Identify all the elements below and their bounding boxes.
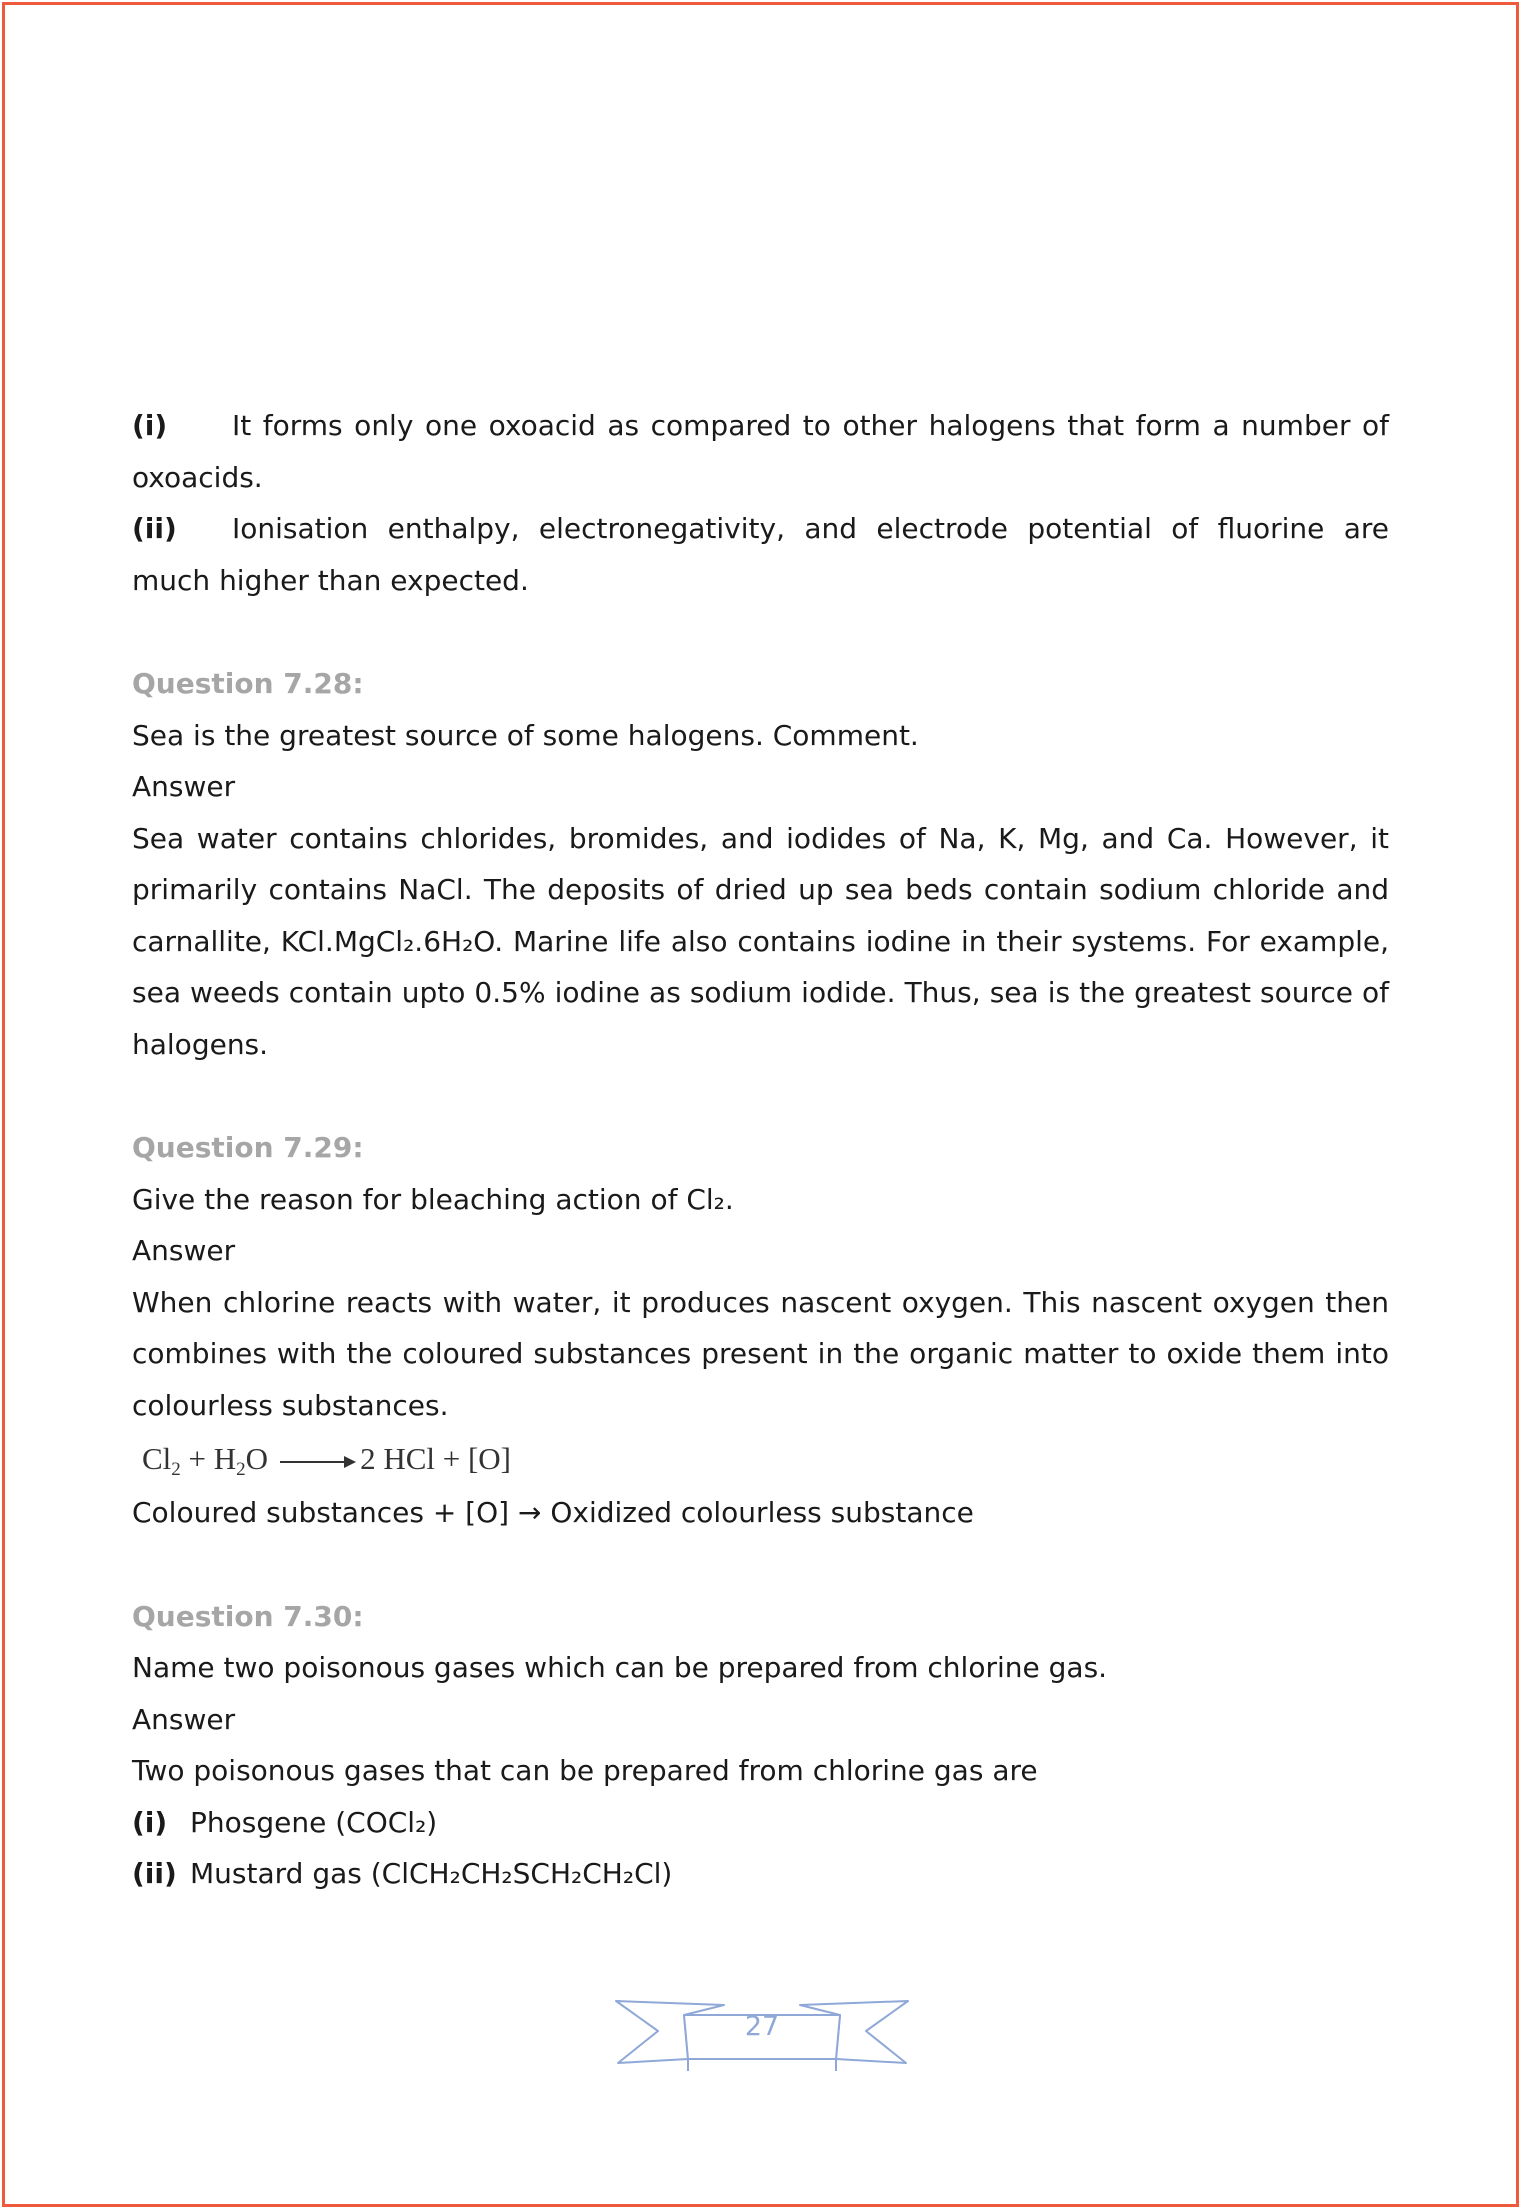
question-7-28-text: Sea is the greatest source of some halogens. Comment.: [132, 718, 919, 752]
page-content: [132, 400, 1389, 1900]
intro-item-1-number: (i): [132, 409, 168, 442]
spacer: [132, 1539, 1389, 1591]
answer-item-2: [132, 1848, 1389, 1900]
equation-reactant-2-subscript: 2: [236, 1459, 246, 1480]
equation-reactant-2: H: [213, 1441, 237, 1476]
question-7-30-answer-label: Answer: [132, 1702, 236, 1736]
intro-item-2-number: (ii): [132, 512, 177, 545]
question-7-30-heading: Question 7.30:: [132, 1599, 364, 1633]
chemical-equation: [132, 1431, 1389, 1487]
question-7-29-text: Give the reason for bleaching action of Cl₂.: [132, 1182, 734, 1216]
question-7-28-answer-label: Answer: [132, 770, 236, 803]
question-7-30-answer: Two poisonous gases that can be prepared from chlorine gas are: [132, 1754, 1038, 1787]
equation-reactant-1: Cl: [142, 1441, 172, 1476]
reaction-text: Coloured substances + [O] → Oxidized colourless substance: [132, 1496, 974, 1529]
equation-plus: +: [188, 1441, 207, 1476]
intro-item-2: [132, 503, 1389, 606]
question-7-29-answer: When chlorine reacts with water, it produces nascent oxygen. This nascent oxygen then combines with the coloured substances present in the organic matter to oxide them into colourless substances.: [132, 1285, 1389, 1422]
equation-products: 2 HCl + [O]: [360, 1441, 512, 1476]
spacer: [132, 606, 1389, 658]
answer-item-1-number: (i): [132, 1805, 168, 1839]
answer-item-2-text: Mustard gas (ClCH₂CH₂SCH₂CH₂Cl): [190, 1857, 673, 1890]
question-7-29-answer-label: Answer: [132, 1234, 236, 1267]
question-7-30-text: Name two poisonous gases which can be prepared from chlorine gas.: [132, 1651, 1108, 1684]
intro-item-1: [132, 400, 1389, 503]
question-7-28-answer: Sea water contains chlorides, bromides, and iodides of Na, K, Mg, and Ca. However, it primarily contains NaCl. The deposits of dried up sea beds contain sodium chloride and carnallite, KCl.MgCl₂.6H₂O. Marine life also contains iodine in their systems. For example, sea weeds contain upto 0.5% iodine as sodium iodide. Thus, sea is the greatest source of halogens.: [132, 821, 1389, 1061]
intro-item-1-text: It forms only one oxoacid as compared to other halogens that form a number of oxoacids.: [132, 409, 1389, 494]
intro-item-2-text: Ionisation enthalpy, electronegativity, and electrode potential of fluorine are much higher than expected.: [132, 512, 1389, 597]
question-7-29-heading: Question 7.29:: [132, 1131, 364, 1164]
equation-reactant-1-subscript: 2: [171, 1459, 181, 1480]
spacer: [132, 1070, 1389, 1122]
reaction-arrow-icon: [280, 1461, 354, 1463]
answer-item-2-number: (ii): [132, 1857, 177, 1890]
answer-item-1-text: Phosgene (COCl₂): [190, 1805, 438, 1839]
question-7-28-heading: Question 7.28:: [132, 667, 364, 700]
page-footer: [614, 1993, 910, 2073]
page-number: 27: [744, 2011, 780, 2042]
equation-reactant-2-oxygen: O: [245, 1441, 269, 1476]
answer-item-1: [132, 1797, 1389, 1849]
